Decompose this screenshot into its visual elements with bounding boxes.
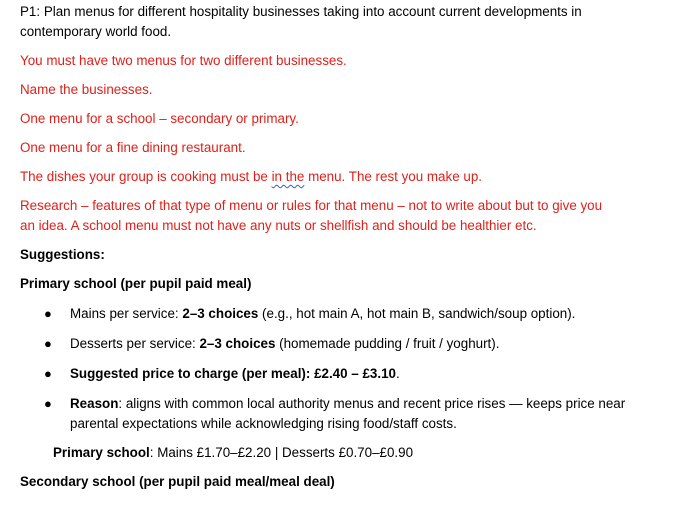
secondary-school-heading: Secondary school (per pupil paid meal/meal deal) <box>20 474 335 489</box>
bullet-text: : aligns with common local authority menus and recent price rises — keeps price near <box>118 396 626 411</box>
summary-label: Primary school <box>53 445 150 460</box>
bullet-text: parental expectations while acknowledging rising food/staff costs. <box>70 416 457 431</box>
dishes-text-a: The dishes your group is cooking must be <box>20 169 272 184</box>
bullet-emphasis: 2–3 choices <box>182 306 259 321</box>
instruction-name-businesses: Name the businesses. <box>20 82 153 97</box>
instruction-school-menu: One menu for a school – secondary or primary. <box>20 111 299 126</box>
instruction-fine-dining: One menu for a fine dining restaurant. <box>20 140 246 155</box>
bullet-text: (homemade pudding / fruit / yoghurt). <box>275 336 500 351</box>
bullet-text: . <box>395 366 400 381</box>
list-item <box>20 334 670 354</box>
document-page <box>20 2 670 492</box>
intro-line-2: contemporary world food. <box>20 24 172 39</box>
bullet-icon: ● <box>44 366 52 381</box>
primary-bullet-list <box>20 304 670 434</box>
bullet-text: (e.g., hot main A, hot main B, sandwich/soup option). <box>258 306 576 321</box>
research-line-1: Research – features of that type of menu or rules for that menu – not to write about but to give you <box>20 198 603 213</box>
bullet-text: Desserts per service: <box>70 336 200 351</box>
dishes-text-b: menu. The rest you make up. <box>304 169 482 184</box>
instruction-two-menus: You must have two menus for two different businesses. <box>20 53 347 68</box>
suggestions-heading: Suggestions: <box>20 247 105 262</box>
spellcheck-flag[interactable]: in the <box>271 169 305 184</box>
summary-text: : Mains £1.70–£2.20 | Desserts £0.70–£0.90 <box>149 445 414 460</box>
instruction-dishes <box>20 167 670 187</box>
instruction-research <box>20 196 670 236</box>
primary-school-heading: Primary school (per pupil paid meal) <box>20 276 252 291</box>
bullet-text: Mains per service: <box>70 306 183 321</box>
list-item <box>20 304 670 324</box>
intro-line-1: P1: Plan menus for different hospitality businesses taking into account current developments in <box>20 4 582 19</box>
bullet-icon: ● <box>44 336 52 351</box>
bullet-emphasis: Reason <box>70 396 119 411</box>
bullet-emphasis: Suggested price to charge (per meal): £2.40 – £3.10 <box>70 366 396 381</box>
list-item <box>20 394 670 434</box>
bullet-icon: ● <box>44 306 52 321</box>
primary-price-summary <box>20 443 670 463</box>
research-line-2: an idea. A school menu must not have any nuts or shellfish and should be healthier etc. <box>20 218 537 233</box>
bullet-emphasis: 2–3 choices <box>199 336 276 351</box>
bullet-icon: ● <box>44 396 52 411</box>
intro-paragraph <box>20 2 670 42</box>
list-item <box>20 364 670 384</box>
